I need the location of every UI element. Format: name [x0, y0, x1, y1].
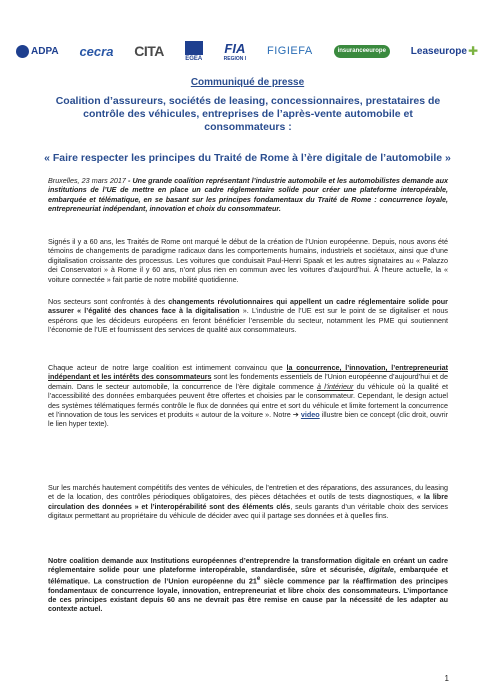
egea-logo: EGEA [185, 41, 203, 62]
partner-logos-bar [16, 36, 478, 66]
egea-emblem-icon [185, 41, 203, 55]
paragraph-competition: Chaque acteur de notre large coalition est intimement convaincu que la concurrence, l’innovation, l’entrepreneuriat indépendant et les intérêts des consommateurs sont les fondements essentiels de l’Union européenne d’aujourd’hui et de demain. Dans le secteur automobile, la concurrence de l’ère digitale commence à l’intérieur du véhicule où la qualité et l’accessibilité des données embarquées peuvent être offertes et choisies par le consommateur. Cependant, le design actuel des systèmes télématiques fermés contrôle le flux de données qui entre et sort du véhicule et limite fortement la concurrence et l’innovation de tous les services et produits « autour de la voiture ». Notre ➔ video illustre bien ce concept (clic droit, ouvrir le lien hyper texte). [48, 363, 449, 429]
paragraph-demand: Notre coalition demande aux Institutions européennes d’entreprendre la transformation digitale en créant un cadre réglementaire solide pour une plateforme interopérable, standardisée, sûre et sécurisée, digitale, embarquée et télématique. La construction de l’Union européenne du 21e siècle commence par la réaffirmation des principes fondamentaux de concurrence loyale, innovation, entrepreneuriat et libre choix des consommateurs. L’importance de ces principes existant depuis 60 ans ne devrait pas être remise en cause par la nécessité de les adapter au contexte actuel. [48, 556, 449, 614]
figiefa-logo: FIGIEFA [267, 45, 313, 57]
video-link[interactable]: video [300, 410, 320, 420]
cita-logo: CITA [134, 43, 164, 59]
leaseurope-plus-icon: ✚ [467, 44, 478, 58]
cecra-logo: cecra [79, 43, 114, 59]
paragraph-digitalisation: Nos secteurs sont confrontés à des changements révolutionnaires qui appellent un cadre réglementaire solide pour assurer « l’égalité des chances face à la digitalisation ». L’industrie de l’UE est sur le point de se digitaliser et nous espérons que les décideurs européens en feront bénéficier l’ensemble du secteur, notamment les PME qui soutiennent l’économie de l’UE et fournissent des services de qualité aux consommateurs. [48, 297, 448, 335]
intro-paragraph: Bruxelles, 23 mars 2017 - Une grande coalition représentant l’industrie automobile et les automobilistes demande aux institutions de l’UE de mettre en place un cadre réglementaire solide pour créer une plateforme interopérable, embarquée et télématique, en se basant sur les principes fondamentaux du Traité de Rome : concurrence loyale, entrepreneuriat indépendant, innovation et choix du consommateur. [48, 176, 448, 214]
paragraph-treaties: Signés il y a 60 ans, les Traités de Rome ont marqué le début de la création de l’Union européenne. Depuis, nous avons été témoins de changements de paradigme radicaux dans les comportements humains, industriels et sociétaux, ainsi que d’une digitalisation croissante des processus. Les voitures que conduisait Paul-Henri Spaak et les autres signataires au « Palazzo dei Conservatori » à Rome il y 60 ans, n’ont plus rien en commun avec les voitures d’aujourd’hui. À l’heure actuelle, la « voiture connectée » fait partie de notre mobilité quotidienne. [48, 237, 448, 284]
leaseurope-logo: Leaseurope ✚ [410, 44, 478, 58]
quote-headline: « Faire respecter les principes du Traité de Rome à l’ère digitale de l’automobile » [44, 152, 451, 164]
adpa-emblem-icon [16, 45, 29, 58]
arrow-right-icon: ➔ [292, 410, 299, 420]
page-title: Coalition d’assureurs, sociétés de leasing, concessionnaires, prestataires de contrôle des véhicules, entreprises de l’après-vente automobile et consommateurs : [55, 95, 441, 133]
insurance-europe-logo: insurance europe [334, 45, 390, 58]
press-release-label: Communiqué de presse [190, 77, 305, 88]
dateline: Bruxelles, 23 mars 2017 [48, 176, 126, 185]
fia-logo: FIA REGION I [223, 40, 247, 62]
paragraph-markets: Sur les marchés hautement compétitifs des ventes de véhicules, de l’entretien et des réparations, des assurances, du leasing et de la location, des contrôles périodiques obligatoires, des pièces détachées et outils de tests diagnostiques, « la libre circulation des données » et l’interopérabilité sont des éléments clés, seuls garants d’un véritable choix des services digitaux permettant au propriétaire du véhicule de décider avec qui il partage ses données et à quelles fins. [48, 483, 448, 521]
page-number: 1 [444, 674, 449, 683]
adpa-logo: ADPA [16, 45, 59, 58]
